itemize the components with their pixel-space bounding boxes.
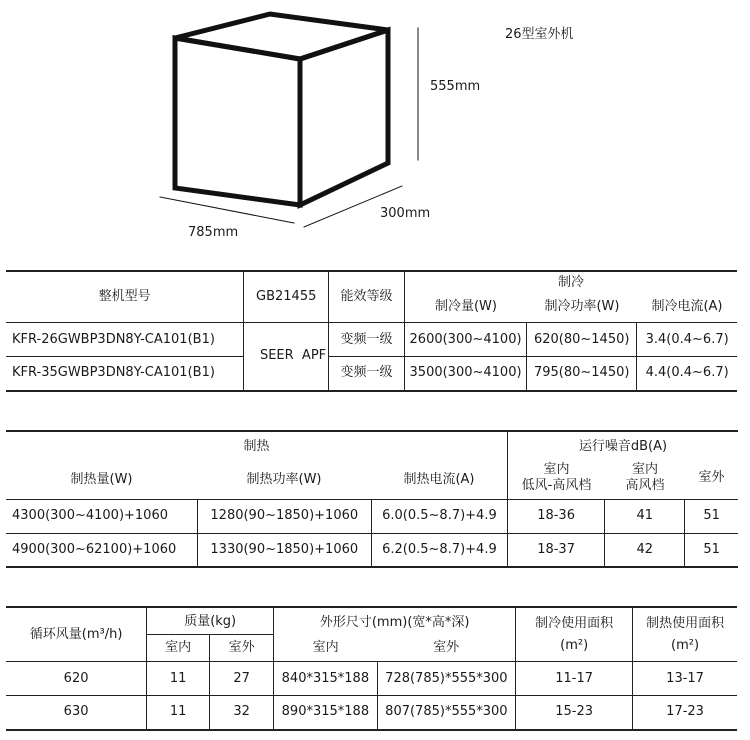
noise-outdoor-cell: 51 [685, 499, 738, 533]
header-heat-area [633, 607, 737, 662]
cooling-spec-table [6, 270, 737, 392]
model-caption: 26型室外机 [505, 27, 574, 42]
header-mass-group [147, 607, 274, 662]
header-heat-capacity: 制热量(W) [70, 472, 133, 487]
heat-capacity-cell: 4900(300~62100)+1060 [6, 533, 197, 567]
header-cool-current: 制冷电流(A) [651, 299, 723, 314]
header-grade: 能效等级 [329, 271, 405, 323]
header-indoor-range-line2: 低风-高风档 [521, 478, 592, 494]
mass-out-cell: 27 [210, 662, 274, 696]
header-cool-area-line2: (m²) [560, 637, 589, 653]
header-mass: 质量(kg) [184, 614, 237, 629]
header-cool-capacity: 制冷量(W) [434, 299, 497, 314]
header-cool-power: 制冷功率(W) [544, 299, 620, 314]
header-mass-in: 室内 [147, 635, 210, 661]
cool-capacity-cell: 2600(300~4100) [404, 323, 526, 357]
heat-power-cell: 1280(90~1850)+1060 [197, 499, 371, 533]
header-indoor-range-line1: 室内 [543, 462, 570, 478]
header-indoor-high-line1: 室内 [631, 462, 658, 478]
noise-indoor-high-cell: 41 [605, 499, 685, 533]
model-cell: KFR-35GWBP3DN8Y-CA101(B1) [6, 357, 244, 391]
cool-power-cell: 795(80~1450) [527, 357, 637, 391]
heat-current-cell: 6.2(0.5~8.7)+4.9 [371, 533, 507, 567]
cool-capacity-cell: 3500(300~4100) [404, 357, 526, 391]
heat-current-cell: 6.0(0.5~8.7)+4.9 [371, 499, 507, 533]
header-indoor-high-line2: 高风档 [625, 478, 665, 494]
box-front-face [175, 38, 300, 205]
header-outdoor: 室外 [698, 470, 725, 486]
header-cool-area-line1: 制冷使用面积 [535, 615, 614, 631]
header-heating-group [6, 431, 508, 499]
airflow-cell: 630 [6, 696, 147, 730]
dims-in-cell: 890*315*188 [274, 696, 377, 730]
header-noise: 运行噪音dB(A) [578, 439, 668, 455]
physical-spec-table [6, 606, 737, 731]
header-airflow: 循环风量(m³/h) [6, 607, 147, 662]
header-model: 整机型号 [6, 271, 244, 323]
header-noise-group [508, 431, 739, 499]
outdoor-unit-diagram [0, 0, 750, 260]
header-heating: 制热 [243, 439, 270, 454]
header-dims: 外形尺寸(mm)(宽*高*深) [319, 614, 470, 630]
heat-area-cell: 13-17 [633, 662, 737, 696]
depth-label: 300mm [380, 206, 431, 221]
header-heat-current: 制热电流(A) [403, 472, 475, 487]
header-standard: GB21455 [244, 271, 329, 323]
header-mass-out: 室外 [228, 640, 255, 655]
seer-apf-label: SEER APF [244, 323, 329, 391]
header-cool-area [516, 607, 633, 662]
heating-noise-table [6, 430, 738, 568]
mass-in-cell: 11 [147, 696, 210, 730]
box-side-face [300, 30, 388, 205]
header-dims-in: 室内 [312, 639, 339, 655]
header-heat-area-line2: (m²) [671, 637, 700, 653]
dims-out-cell: 728(785)*555*300 [377, 662, 516, 696]
noise-outdoor-cell: 51 [685, 533, 738, 567]
mass-out-cell: 32 [210, 696, 274, 730]
cool-area-cell: 15-23 [516, 696, 633, 730]
header-indoor-high [605, 462, 685, 494]
mass-in-cell: 11 [147, 662, 210, 696]
cool-power-cell: 620(80~1450) [527, 323, 637, 357]
box-top-face [175, 14, 388, 59]
width-label: 785mm [188, 225, 239, 240]
header-indoor-range [508, 462, 605, 494]
heat-power-cell: 1330(90~1850)+1060 [197, 533, 371, 567]
header-dims-group [274, 607, 516, 662]
height-label: 555mm [430, 79, 481, 94]
dims-in-cell: 840*315*188 [274, 662, 377, 696]
cool-current-cell: 3.4(0.4~6.7) [637, 323, 737, 357]
header-cooling: 制冷 [557, 275, 584, 290]
cool-area-cell: 11-17 [516, 662, 633, 696]
noise-indoor-high-cell: 42 [605, 533, 685, 567]
model-cell: KFR-26GWBP3DN8Y-CA101(B1) [6, 323, 244, 357]
header-cooling-group [404, 271, 737, 323]
dims-out-cell: 807(785)*555*300 [377, 696, 516, 730]
cool-current-cell: 4.4(0.4~6.7) [637, 357, 737, 391]
grade-cell: 变频一级 [329, 323, 405, 357]
grade-cell: 变频一级 [329, 357, 405, 391]
noise-indoor-range-cell: 18-36 [508, 499, 605, 533]
header-dims-out: 室外 [433, 639, 460, 655]
heat-capacity-cell: 4300(300~4100)+1060 [6, 499, 197, 533]
heat-area-cell: 17-23 [633, 696, 737, 730]
header-heat-area-line1: 制热使用面积 [646, 615, 725, 631]
noise-indoor-range-cell: 18-37 [508, 533, 605, 567]
airflow-cell: 620 [6, 662, 147, 696]
header-heat-power: 制热功率(W) [246, 472, 322, 487]
